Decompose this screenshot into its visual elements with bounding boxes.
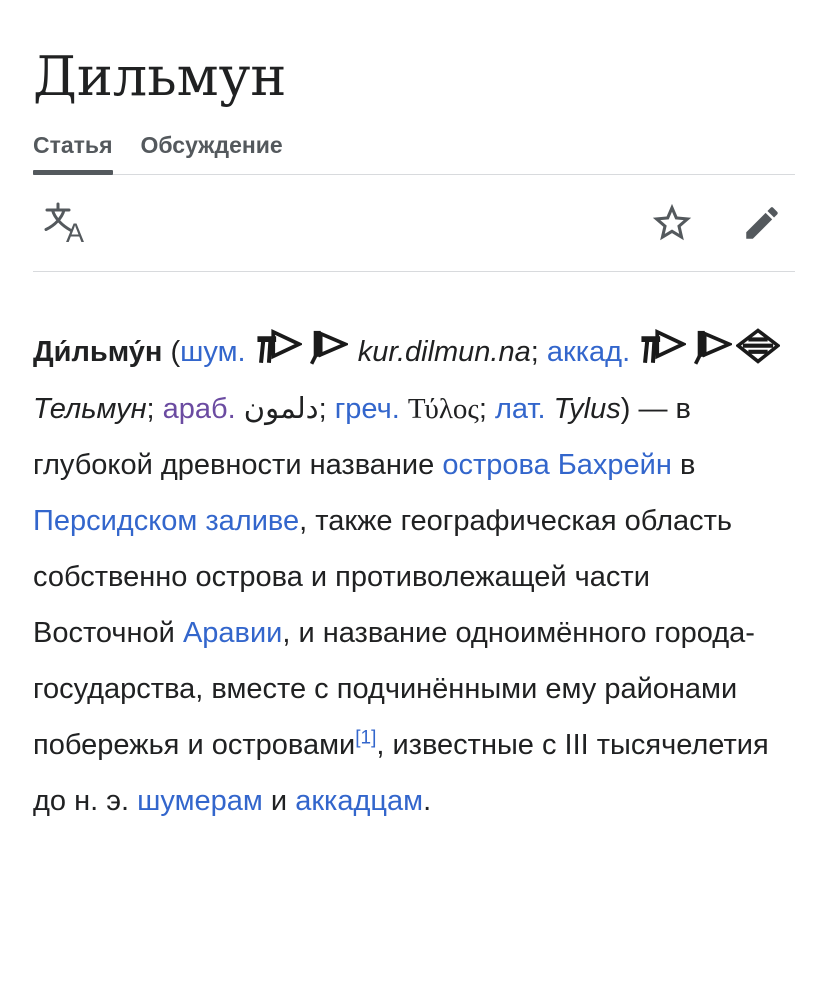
arabic-text: دلمون: [243, 391, 319, 426]
article-subject-bold: Ди́льму́н: [33, 336, 163, 369]
text-run: ;: [146, 393, 163, 426]
text-run: .: [423, 785, 432, 818]
text-run: [350, 336, 358, 368]
wikilink[interactable]: шум.: [180, 336, 246, 369]
text-run: , известные с III тысячелетия до н. э.: [33, 729, 769, 818]
cuneiform-ki-sign-icon: [734, 341, 782, 373]
wikilink[interactable]: аккад.: [546, 336, 631, 369]
article-lead-paragraph: [33, 272, 795, 859]
text-run: (: [162, 336, 181, 369]
text-run: [236, 393, 244, 425]
tab-talk[interactable]: Обсуждение: [141, 132, 283, 174]
text-run: , также географическая область собственно острова и противолежащей части Восточной: [33, 505, 733, 650]
wikilink[interactable]: Персидском заливе: [33, 505, 300, 538]
text-run: ;: [318, 393, 335, 426]
text-run: и: [262, 785, 296, 818]
text-run: [246, 336, 254, 368]
pencil-icon: [741, 232, 783, 247]
reference-link[interactable]: [1]: [355, 727, 377, 749]
greek-text: Τύλος: [407, 393, 479, 426]
italic-text: kur.dilmun.na: [357, 336, 531, 369]
toolbar-right-group: [649, 200, 783, 246]
watchstar-button[interactable]: [649, 200, 695, 246]
text-run: [546, 393, 554, 425]
wikilink[interactable]: шумерам: [137, 785, 263, 818]
reference-superscript: [355, 727, 376, 748]
cuneiform-signs: [254, 328, 350, 366]
page-tabs: [33, 132, 795, 175]
wikilink[interactable]: Аравии: [182, 617, 283, 650]
text-run: ;: [478, 393, 495, 426]
star-outline-icon: [649, 234, 695, 249]
language-icon: [43, 218, 89, 248]
language-button[interactable]: [43, 201, 89, 245]
text-run: , и название одноимённого города-государства, вместе с подчинёнными ему районами побережья и островами: [33, 617, 755, 762]
page-title: Дильмун: [33, 45, 287, 108]
article-toolbar: [33, 175, 795, 272]
cuneiform-signs: [638, 328, 782, 366]
text-run: ;: [530, 336, 547, 369]
text-run: в: [671, 449, 696, 482]
wikilink-visited[interactable]: араб.: [162, 393, 236, 426]
text-run: [630, 336, 638, 368]
italic-text: Тельмун: [33, 393, 147, 426]
cuneiform-ni-sign-icon: [254, 341, 304, 373]
wikilink[interactable]: греч.: [334, 393, 400, 426]
text-run: [400, 393, 408, 425]
wikilink[interactable]: острова Бахрейн: [442, 449, 672, 482]
text-run: ) — в глубокой древности название: [33, 393, 691, 482]
cuneiform-tuk-sign-icon: [688, 341, 734, 373]
svg-text:A: A: [66, 218, 85, 246]
wikilink[interactable]: аккадцам: [295, 785, 424, 818]
italic-text: Tylus: [553, 393, 621, 426]
cuneiform-tuk-sign-icon: [304, 341, 350, 373]
wikilink[interactable]: лат.: [495, 393, 546, 426]
cuneiform-ni-sign-icon: [638, 341, 688, 373]
edit-button[interactable]: [741, 202, 783, 244]
tab-article[interactable]: Статья: [33, 132, 113, 174]
